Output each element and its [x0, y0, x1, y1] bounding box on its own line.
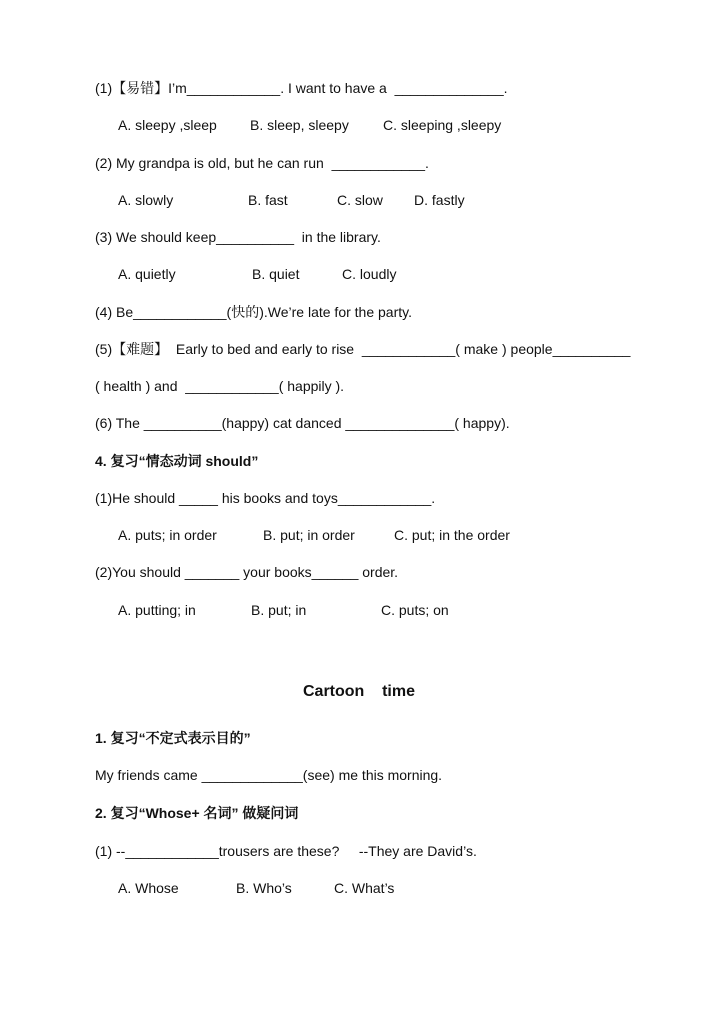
section-4-question-1-option-b: B. put; in order [263, 527, 355, 543]
cartoon-section-2-title: 2. 复习“Whose+ 名词” 做疑问词 [95, 805, 299, 821]
question-1-option-b: B. sleep, sleepy [250, 117, 349, 133]
question-5-stem-line1: (5)【难题】 Early to bed and early to rise ____________( make ) people__________ [95, 341, 631, 357]
question-4-stem: (4) Be____________(快的).We’re late for the party. [95, 304, 412, 320]
question-2-option-b: B. fast [248, 192, 288, 208]
cartoon-section-2-option-c: C. What’s [334, 880, 395, 896]
question-2-option-c: C. slow [337, 192, 383, 208]
cartoon-section-1-title: 1. 复习“不定式表示目的” [95, 730, 251, 746]
question-3-option-b: B. quiet [252, 266, 300, 282]
section-4-question-2-option-a: A. putting; in [118, 602, 196, 618]
cartoon-section-2-option-b: B. Who’s [236, 880, 292, 896]
question-1-stem: (1)【易错】I’m____________. I want to have a ______________. [95, 80, 508, 96]
question-1-option-c: C. sleeping ,sleepy [383, 117, 502, 133]
question-2-option-d: D. fastly [414, 192, 465, 208]
section-4-question-1-option-a: A. puts; in order [118, 527, 217, 543]
section-4-question-2-option-c: C. puts; on [381, 602, 449, 618]
section-4-question-2-option-b: B. put; in [251, 602, 307, 618]
question-3-stem: (3) We should keep__________ in the library. [95, 229, 381, 245]
section-4-question-2-stem: (2)You should _______ your books______ order. [95, 564, 399, 580]
cartoon-section-2-question-1: (1) --____________trousers are these? --They are David’s. [95, 843, 477, 859]
section-4-question-1-stem: (1)He should _____ his books and toys____________. [95, 490, 436, 506]
cartoon-section-1-line: My friends came _____________(see) me this morning. [95, 767, 443, 783]
question-5-stem-line2: ( health ) and ____________( happily ). [95, 378, 345, 394]
cartoon-time-heading: Cartoon time [302, 683, 415, 700]
question-3-option-c: C. loudly [342, 266, 397, 282]
cartoon-section-2-option-a: A. Whose [118, 880, 179, 896]
section-4-title: 4. 复习“情态动词 should” [95, 453, 259, 469]
question-2-option-a: A. slowly [118, 192, 174, 208]
question-2-stem: (2) My grandpa is old, but he can run ____________. [95, 155, 429, 171]
section-4-question-1-option-c: C. put; in the order [394, 527, 510, 543]
question-3-option-a: A. quietly [118, 266, 176, 282]
question-6-stem: (6) The __________(happy) cat danced ______________( happy). [95, 415, 510, 431]
question-1-option-a: A. sleepy ,sleep [118, 117, 217, 133]
